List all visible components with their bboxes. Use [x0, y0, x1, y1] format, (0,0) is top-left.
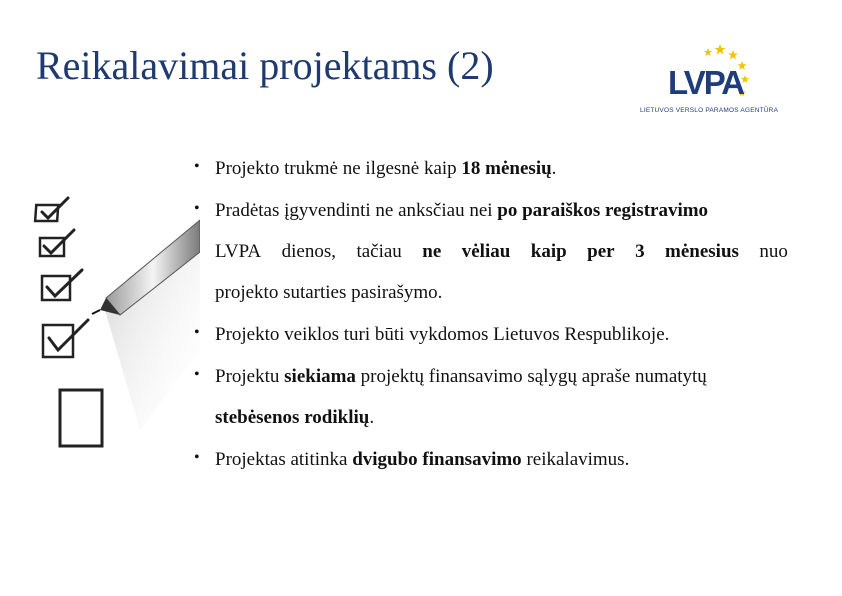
text: Pradėtas įgyvendinti ne anksčiau nei — [215, 200, 498, 221]
checklist-with-pen-icon — [30, 180, 200, 460]
requirement-line — [215, 450, 788, 469]
bold-text: dvigubo finansavimo — [352, 449, 522, 470]
bold-text: po paraiškos registravimo — [497, 200, 709, 221]
bold-text: per — [587, 241, 615, 262]
text: Projektas atitinka — [215, 449, 353, 470]
bullet-marker: • — [194, 449, 200, 466]
requirement-item — [192, 159, 788, 178]
text: dienos, — [281, 241, 336, 262]
bold-text: vėliau — [461, 241, 511, 262]
requirement-item — [192, 201, 788, 302]
text: Projekto veiklos turi būti vykdomos Lietuvos Respublikoje. — [215, 324, 670, 345]
bullet-marker: • — [194, 200, 200, 217]
text: reikalavimus. — [521, 449, 630, 470]
text: Projekto trukmė ne ilgesnė kaip — [215, 158, 462, 179]
bold-text: stebėsenos rodiklių — [215, 407, 370, 428]
requirement-line — [215, 201, 788, 220]
bold-text: mėnesius — [665, 241, 739, 262]
requirement-item — [192, 325, 788, 344]
bullet-marker: • — [194, 366, 200, 383]
logo-subtitle: LIETUVOS VERSLO PARAMOS AGENTŪRA — [640, 107, 779, 114]
text: tačiau — [356, 241, 402, 262]
text: nuo — [759, 241, 788, 262]
requirement-line — [215, 367, 788, 386]
bold-text: 3 — [635, 241, 645, 262]
requirement-line — [215, 408, 788, 427]
bullet-marker: • — [194, 158, 200, 175]
bullet-marker: • — [194, 324, 200, 341]
bold-text: kaip — [530, 241, 567, 262]
requirement-line — [215, 159, 788, 178]
requirements-list — [192, 159, 788, 492]
text: . — [369, 407, 375, 428]
text: LVPA — [215, 241, 262, 262]
page-title: Reikalavimai projektams (2) — [36, 43, 494, 88]
requirement-line — [215, 325, 788, 344]
bold-text: 18 mėnesių — [461, 158, 552, 179]
requirement-item — [192, 367, 788, 427]
text: . — [551, 158, 557, 179]
text: Projektu — [215, 366, 285, 387]
requirement-line — [215, 283, 788, 302]
bold-text: siekiama — [284, 366, 356, 387]
lvpa-logo — [638, 40, 779, 118]
logo-text: LVPA — [668, 64, 744, 101]
text: projektų finansavimo sąlygų apraše numatytų — [355, 366, 707, 387]
text: projekto sutarties pasirašymo. — [215, 282, 443, 303]
bold-text: ne — [422, 241, 442, 262]
requirement-item — [192, 450, 788, 469]
requirement-line — [215, 242, 788, 261]
